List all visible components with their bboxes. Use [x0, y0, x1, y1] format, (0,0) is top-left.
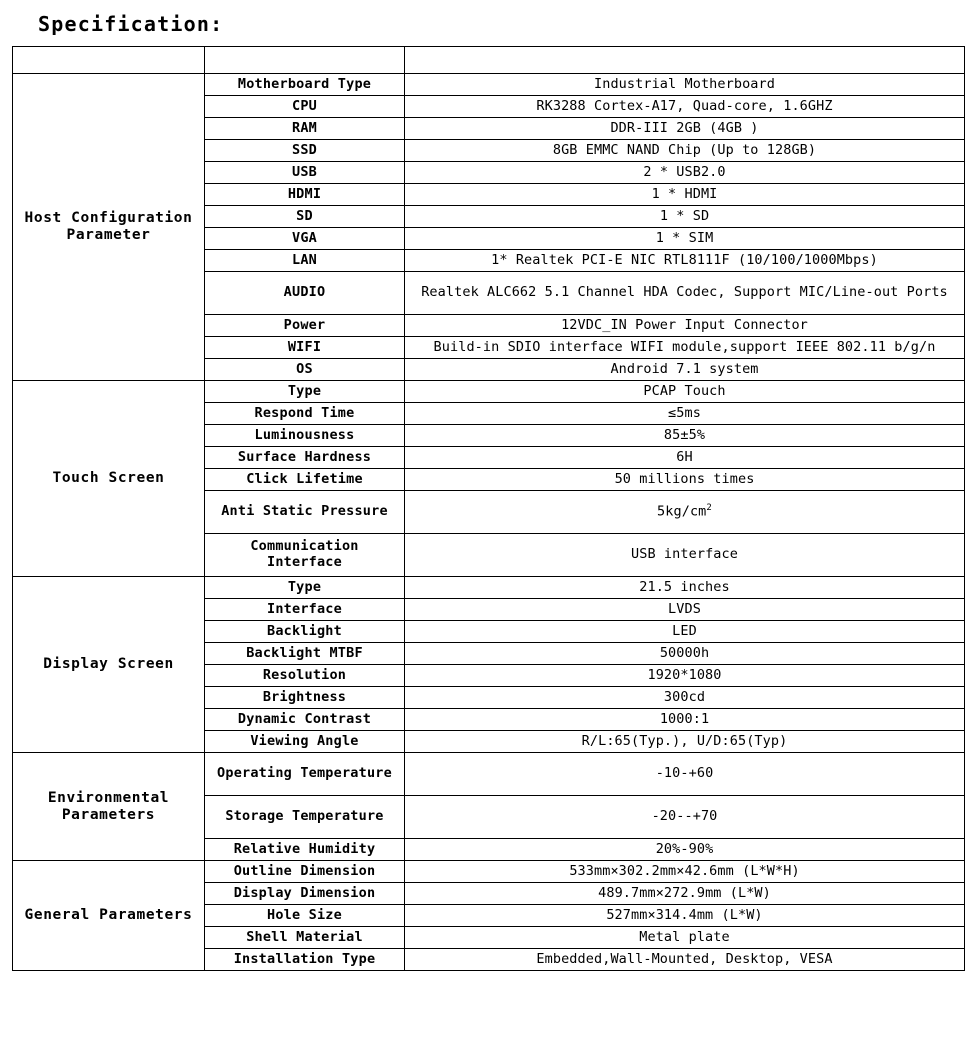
row-value: Industrial Motherboard: [405, 74, 965, 96]
row-label: Motherboard Type: [205, 74, 405, 96]
row-value: 8GB EMMC NAND Chip (Up to 128GB): [405, 140, 965, 162]
row-value: PCAP Touch: [405, 381, 965, 403]
row-value: 1 * SD: [405, 206, 965, 228]
row-value: 50 millions times: [405, 469, 965, 491]
row-label: Backlight: [205, 621, 405, 643]
row-label: Luminousness: [205, 425, 405, 447]
row-value: LVDS: [405, 599, 965, 621]
row-label: SD: [205, 206, 405, 228]
row-label: Interface: [205, 599, 405, 621]
row-label: Respond Time: [205, 403, 405, 425]
row-label: Backlight MTBF: [205, 643, 405, 665]
row-value: Embedded,Wall-Mounted, Desktop, VESA: [405, 949, 965, 971]
row-label: Click Lifetime: [205, 469, 405, 491]
row-value: ≤5ms: [405, 403, 965, 425]
table-row: [13, 47, 965, 74]
table-row: [13, 861, 965, 883]
row-value-superscript: 2: [706, 503, 712, 514]
row-value: 2 * USB2.0: [405, 162, 965, 184]
row-label: OS: [205, 359, 405, 381]
row-value: 21.5 inches: [405, 577, 965, 599]
row-value: 527mm×314.4mm (L*W): [405, 905, 965, 927]
row-label: WIFI: [205, 337, 405, 359]
row-label: RAM: [205, 118, 405, 140]
row-label: Shell Material: [205, 927, 405, 949]
row-value: USB interface: [405, 534, 965, 577]
row-value: DDR-III 2GB (4GB ): [405, 118, 965, 140]
specification-table: [12, 46, 965, 971]
row-label: USB: [205, 162, 405, 184]
row-value: 1920*1080: [405, 665, 965, 687]
row-label: Resolution: [205, 665, 405, 687]
row-label: AUDIO: [205, 272, 405, 315]
row-value: 1 * HDMI: [405, 184, 965, 206]
row-value: [405, 491, 965, 534]
group-label-environmental-parameters: Environmental Parameters: [13, 753, 205, 861]
row-label: Operating Temperature: [205, 753, 405, 796]
row-label: LAN: [205, 250, 405, 272]
row-label: Brightness: [205, 687, 405, 709]
table-row: [13, 753, 965, 796]
group-label-general-parameters: General Parameters: [13, 861, 205, 971]
row-label: Installation Type: [205, 949, 405, 971]
row-label: SSD: [205, 140, 405, 162]
row-value: 1000:1: [405, 709, 965, 731]
empty-cell: [205, 47, 405, 74]
row-label: HDMI: [205, 184, 405, 206]
row-value: RK3288 Cortex-A17, Quad-core, 1.6GHZ: [405, 96, 965, 118]
empty-cell: [405, 47, 965, 74]
row-label: Viewing Angle: [205, 731, 405, 753]
row-value: 85±5%: [405, 425, 965, 447]
row-value: -10-+60: [405, 753, 965, 796]
row-label: Type: [205, 381, 405, 403]
row-value-text: 5kg/cm: [657, 503, 707, 520]
row-value: 1 * SIM: [405, 228, 965, 250]
row-value: Realtek ALC662 5.1 Channel HDA Codec, Support MIC/Line-out Ports: [405, 272, 965, 315]
row-label: Display Dimension: [205, 883, 405, 905]
table-row: [13, 577, 965, 599]
group-label-host-configuration-parameter: Host Configuration Parameter: [13, 74, 205, 381]
row-value: 6H: [405, 447, 965, 469]
row-label: CPU: [205, 96, 405, 118]
row-value: 20%-90%: [405, 839, 965, 861]
row-value: 1* Realtek PCI-E NIC RTL8111F (10/100/1000Mbps): [405, 250, 965, 272]
group-label-display-screen: Display Screen: [13, 577, 205, 753]
row-label: Dynamic Contrast: [205, 709, 405, 731]
row-label: Surface Hardness: [205, 447, 405, 469]
empty-cell: [13, 47, 205, 74]
table-row: [13, 381, 965, 403]
group-label-touch-screen: Touch Screen: [13, 381, 205, 577]
row-label: Communication Interface: [205, 534, 405, 577]
row-value: Build-in SDIO interface WIFI module,support IEEE 802.11 b/g/n: [405, 337, 965, 359]
row-label: Outline Dimension: [205, 861, 405, 883]
row-value: LED: [405, 621, 965, 643]
row-value: R/L:65(Typ.), U/D:65(Typ): [405, 731, 965, 753]
row-value: Android 7.1 system: [405, 359, 965, 381]
row-label: Anti Static Pressure: [205, 491, 405, 534]
row-label: Type: [205, 577, 405, 599]
row-value: 50000h: [405, 643, 965, 665]
row-value: Metal plate: [405, 927, 965, 949]
row-value: 300cd: [405, 687, 965, 709]
row-label: Hole Size: [205, 905, 405, 927]
row-value: 533mm×302.2mm×42.6mm (L*W*H): [405, 861, 965, 883]
row-value: -20--+70: [405, 796, 965, 839]
row-label: VGA: [205, 228, 405, 250]
row-label: Power: [205, 315, 405, 337]
row-value: 12VDC_IN Power Input Connector: [405, 315, 965, 337]
row-label: Relative Humidity: [205, 839, 405, 861]
row-value: 489.7mm×272.9mm (L*W): [405, 883, 965, 905]
row-label: Storage Temperature: [205, 796, 405, 839]
page-title: Specification:: [38, 12, 224, 36]
table-row: [13, 74, 965, 96]
